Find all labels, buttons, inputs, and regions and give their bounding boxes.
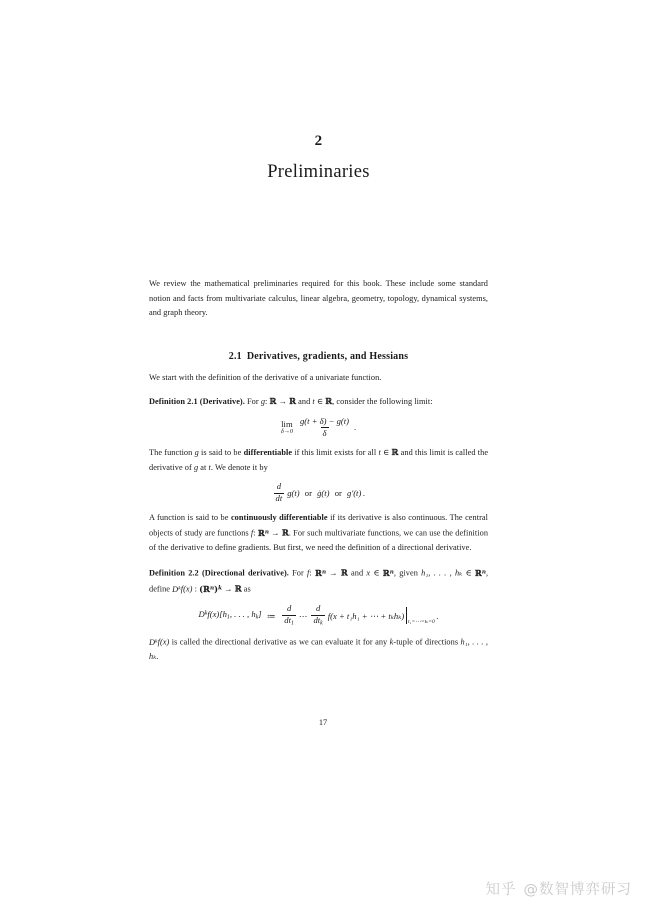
def22-in: ∈: [373, 568, 380, 578]
page-number: 17: [318, 718, 328, 727]
zhihu-logo: 知乎: [485, 882, 517, 898]
def22-text-2: and: [351, 568, 364, 578]
def21-intro-3: , consider the following limit:: [332, 397, 433, 407]
dd-D-exponent: k: [204, 610, 208, 617]
dd-lhs: [199, 610, 262, 621]
def22-set-2: [475, 568, 486, 578]
diff-in: ∈: [383, 448, 390, 458]
dd-evaluation-subscript: t₁=⋯=tₖ=0: [407, 618, 435, 625]
closing-D-exponent: k: [155, 638, 158, 645]
dd-frac1-index: 1: [290, 620, 294, 627]
def22-text-3: , given: [393, 568, 418, 578]
limit-period: .: [354, 422, 357, 433]
def21-function: g: [260, 397, 266, 407]
cd-domain: [258, 528, 269, 538]
diff-text-3: if this limit exists for all: [294, 448, 377, 458]
def22-set-exponent: n: [389, 569, 394, 576]
dd-cdots: ⋯: [298, 610, 309, 621]
closing-Dk: [149, 638, 158, 647]
section-heading: [149, 351, 488, 362]
closing-k: k: [389, 637, 394, 647]
def22-f: f: [307, 568, 310, 578]
ddt-denominator: dt: [275, 493, 283, 504]
chapter-title: Preliminaries: [267, 162, 370, 182]
def22-fx: f(x): [180, 584, 193, 594]
definition-2-2-paragraph: [149, 565, 488, 597]
closing-paragraph: [149, 634, 488, 665]
cd-text-3: . For such multivariate functions, we can use the definition of the derivative to define gradients. But first, we need the definition of a directional derivative.: [149, 528, 489, 553]
def22-text-5: as: [243, 584, 251, 594]
cd-text-2: if its derivative is also continuous. The central objects of study are functions: [149, 512, 488, 538]
def22-tuple-k: k: [218, 585, 223, 592]
cd-codomain: ℝ: [281, 527, 289, 538]
def22-h-list: h₁, . . . , hₖ: [421, 568, 463, 578]
closing-h-list: h₁, . . . , hₖ: [149, 637, 488, 662]
limit-denominator: δ: [322, 427, 327, 438]
diff-g2: g: [193, 462, 199, 472]
def22-set2-symbol: ℝ: [474, 567, 482, 578]
def22-D-symbol: D: [172, 584, 179, 594]
def22-tuple-close: ): [214, 583, 219, 594]
dd-fraction-1: [282, 604, 296, 627]
cd-domain-symbol: ℝ: [257, 527, 265, 538]
page-content-column: [149, 0, 488, 665]
def22-text-4: , define: [149, 568, 489, 594]
derivative-notation-formula: [149, 482, 488, 503]
notation-term-1: g(t): [287, 487, 300, 498]
closing-fx: f(x): [157, 637, 170, 647]
ddt-fraction: [274, 482, 285, 503]
limit-operator: [281, 420, 293, 436]
def21-arrow: →: [278, 397, 287, 407]
cd-text-1: A function is said to be: [149, 512, 229, 522]
diff-text-6: . We denote it by: [210, 462, 268, 472]
def22-domain-symbol: ℝ: [314, 567, 322, 578]
def21-domain: ℝ: [269, 396, 277, 407]
dd-frac2-dt: dt: [313, 615, 321, 626]
dd-h-sub-k: k: [255, 614, 259, 621]
dd-fraction-2: [311, 604, 324, 627]
def22-tuple-exponent: n: [210, 585, 215, 592]
evaluation-rule-icon: [406, 607, 407, 624]
diff-set: ℝ: [391, 447, 399, 458]
def21-intro-2: and: [298, 397, 311, 407]
dd-evaluation-bar: [406, 607, 435, 624]
def22-set-symbol: ℝ: [382, 567, 390, 578]
def22-arrow: →: [329, 568, 338, 578]
limit-formula: [149, 417, 488, 438]
chapter-number: 2: [314, 133, 323, 149]
continuously-differentiable-term: continuously differentiable: [230, 512, 328, 522]
def21-var: t: [312, 397, 315, 407]
diff-t2: t: [208, 462, 211, 472]
closing-period: .: [156, 652, 159, 662]
cd-domain-exponent: n: [264, 529, 269, 536]
def21-intro-1: For: [247, 397, 259, 407]
zhihu-handle: @数智博弈研习: [523, 882, 632, 898]
limit-numerator: g(t + δ) − g(t): [300, 415, 350, 426]
def22-in-2: ∈: [465, 568, 472, 578]
continuously-differentiable-paragraph: [149, 511, 488, 556]
def22-set2-exponent: n: [481, 569, 486, 576]
cd-arrow: →: [271, 528, 280, 538]
def22-arrow-2: →: [224, 584, 233, 594]
def22-D-exponent: k: [178, 585, 181, 592]
notation-or-2: or: [334, 487, 342, 498]
dd-frac2-denominator: [311, 615, 324, 628]
def21-set: ℝ: [325, 396, 333, 407]
dd-frac1-dt: dt: [284, 615, 291, 626]
def21-codomain: ℝ: [289, 396, 297, 407]
dd-frac2-index: k: [320, 620, 323, 627]
definition-2-1-paragraph: [149, 394, 488, 410]
def21-in: ∈: [316, 397, 324, 407]
def22-Dk: [172, 585, 181, 594]
cd-colon: :: [253, 528, 256, 538]
def22-codomain: ℝ: [340, 567, 348, 578]
differentiable-paragraph: [149, 445, 488, 475]
intro-paragraph: We review the mathematical preliminaries required for this book. These include some standard notion and facts from multivariate calculus, linear algebra, geometry, topology, dynamical systems, and graph theory.: [149, 279, 488, 318]
diff-g: g: [194, 448, 199, 458]
def22-tuple: [199, 584, 222, 594]
dd-f-open: f(x)[h: [207, 609, 227, 620]
diff-text-1: The function: [149, 448, 193, 458]
diff-text-5: at: [200, 462, 207, 472]
notation-period: .: [362, 487, 365, 498]
def21-colon: :: [265, 397, 268, 407]
closing-text-1: is called the directional derivative as we can evaluate it for any: [171, 637, 388, 647]
notation-term-3: g′(t): [347, 487, 362, 498]
dd-frac1-numerator: d: [286, 603, 292, 614]
notation-term-2: ġ(t): [317, 487, 330, 498]
notation-or-1: or: [304, 487, 312, 498]
diff-text-4: and this limit is called the derivative of: [149, 448, 489, 472]
def22-codomain-2: ℝ: [234, 583, 242, 594]
dd-h-sub-1: 1: [226, 614, 230, 621]
cd-f: f: [250, 528, 254, 538]
section-title: Derivatives, gradients, and Hessians: [246, 350, 409, 362]
dd-frac1-denominator: [282, 615, 296, 628]
ddt-numerator: d: [276, 481, 281, 492]
def22-domain: [315, 568, 326, 578]
zhihu-watermark: [486, 878, 633, 899]
def22-colon-2: :: [194, 584, 197, 594]
section-lead-in: We start with the definition of the derivative of a univariate function.: [149, 372, 382, 382]
def22-set: [383, 568, 394, 578]
definition-2-2-head: Definition 2.2 (Directional derivative).: [149, 568, 289, 578]
limit-lim: lim: [281, 418, 293, 429]
directional-derivative-formula: [149, 604, 488, 627]
dd-period: .: [436, 610, 439, 621]
dd-frac2-numerator: d: [315, 603, 321, 614]
limit-subscript: δ→0: [280, 427, 293, 435]
definition-2-1-head: Definition 2.1 (Derivative).: [149, 397, 245, 407]
dd-body: f(x + t₁h₁ + ⋯ + tₖhₖ): [327, 610, 405, 621]
def22-domain-exponent: n: [321, 569, 327, 576]
section-number: 2.1: [228, 350, 242, 362]
dd-h-mid: , . . . , h: [229, 609, 256, 620]
dd-bracket-close: ]: [258, 609, 262, 620]
closing-D-symbol: D: [149, 637, 156, 647]
dd-D: D: [198, 609, 205, 620]
def22-x: x: [366, 568, 371, 578]
dd-assign: ≔: [266, 610, 276, 621]
def22-tuple-open: (ℝ: [199, 583, 210, 594]
diff-t: t: [378, 448, 381, 458]
limit-fraction: [298, 417, 351, 438]
def22-colon: :: [309, 568, 312, 578]
closing-text-2: -tuple of directions: [393, 637, 459, 647]
def22-text-1: For: [292, 568, 304, 578]
diff-text-2: is said to be: [201, 448, 242, 458]
differentiable-term: differentiable: [243, 448, 293, 458]
